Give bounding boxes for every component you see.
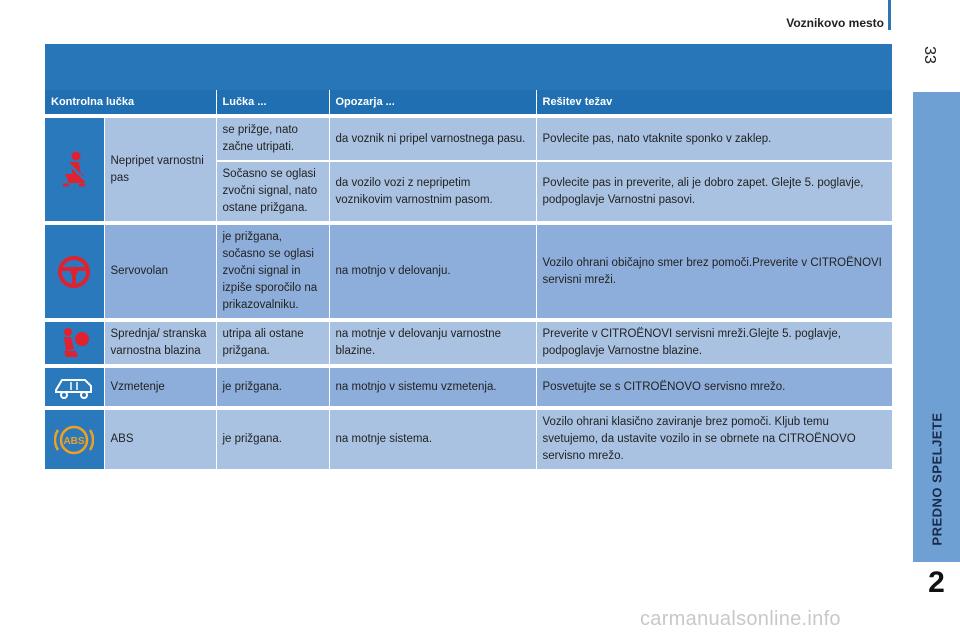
light-state: je prižgana. <box>216 368 329 406</box>
warning-name: Nepripet varnostni pas <box>104 118 216 221</box>
warning-name: Servovolan <box>104 225 216 318</box>
chapter-number: 2 <box>928 566 945 599</box>
col-header-warning-light: Kontrolna lučka <box>45 90 216 114</box>
section-banner <box>45 44 892 90</box>
solution: Posvetujte se s CITROËNOVO servisno mrežo. <box>536 368 892 406</box>
abs-icon-label: ABS <box>63 435 85 447</box>
warns-about: na motnje sistema. <box>329 410 536 469</box>
steering-wheel-icon <box>56 254 92 290</box>
suspension-warning-icon <box>45 368 104 406</box>
table-header-row <box>45 90 892 114</box>
table-row <box>45 410 892 469</box>
chapter-side-label: PREDNO SPELJETE <box>929 412 944 546</box>
seatbelt-icon <box>57 150 91 190</box>
abs-warning-icon <box>45 410 104 469</box>
col-header-warns: Opozarja ... <box>329 90 536 114</box>
steering-warning-icon <box>45 225 104 318</box>
warns-about: da vozilo vozi z nepripetim voznikovim varnostnim pasom. <box>329 161 536 221</box>
airbag-icon <box>56 325 92 361</box>
light-state: utripa ali ostane prižgana. <box>216 322 329 364</box>
table-row <box>45 322 892 364</box>
warning-name: ABS <box>104 410 216 469</box>
warning-name: Sprednja/ stranska varnostna blazina <box>104 322 216 364</box>
light-state: je prižgana, sočasno se oglasi zvočni signal in izpiše sporočilo na prikazovalniku. <box>216 225 329 318</box>
warns-about: na motnje v delovanju varnostne blazine. <box>329 322 536 364</box>
light-state: je prižgana. <box>216 410 329 469</box>
warning-lights-section <box>45 44 892 469</box>
watermark: carmanualsonline.info <box>640 608 841 630</box>
header-rule <box>888 0 891 30</box>
table-row <box>45 225 892 318</box>
light-state: se prižge, nato začne utripati. <box>216 118 329 161</box>
light-state: Sočasno se oglasi zvočni signal, nato ostane prižgana. <box>216 161 329 221</box>
col-header-light: Lučka ... <box>216 90 329 114</box>
solution: Povlecite pas in preverite, ali je dobro zapet. Glejte 5. poglavje, podpoglavje Varnostni pasovi. <box>536 161 892 221</box>
solution: Vozilo ohrani klasično zaviranje brez pomoči. Kljub temu svetujemo, da ustavite vozilo in se obrnete na CITROËNOVO servisno mrežo. <box>536 410 892 469</box>
warning-lights-table <box>45 90 893 469</box>
solution: Povlecite pas, nato vtaknite sponko v zaklep. <box>536 118 892 161</box>
warns-about: da voznik ni pripel varnostnega pasu. <box>329 118 536 161</box>
warns-about: na motnjo v delovanju. <box>329 225 536 318</box>
warning-name: Vzmetenje <box>104 368 216 406</box>
airbag-warning-icon <box>45 322 104 364</box>
page-number: 33 <box>921 46 938 64</box>
warns-about: na motnjo v sistemu vzmetenja. <box>329 368 536 406</box>
seatbelt-warning-icon <box>45 118 104 221</box>
suspension-icon <box>53 374 95 400</box>
solution: Preverite v CITROËNOVI servisni mreži.Glejte 5. poglavje, podpoglavje Varnostne blazine. <box>536 322 892 364</box>
abs-icon <box>54 422 94 458</box>
page-header-title: Voznikovo mesto <box>786 16 884 30</box>
table-row <box>45 118 892 161</box>
solution: Vozilo ohrani običajno smer brez pomoči.Preverite v CITROËNOVI servisni mreži. <box>536 225 892 318</box>
table-row <box>45 368 892 406</box>
col-header-solution: Rešitev težav <box>536 90 892 114</box>
